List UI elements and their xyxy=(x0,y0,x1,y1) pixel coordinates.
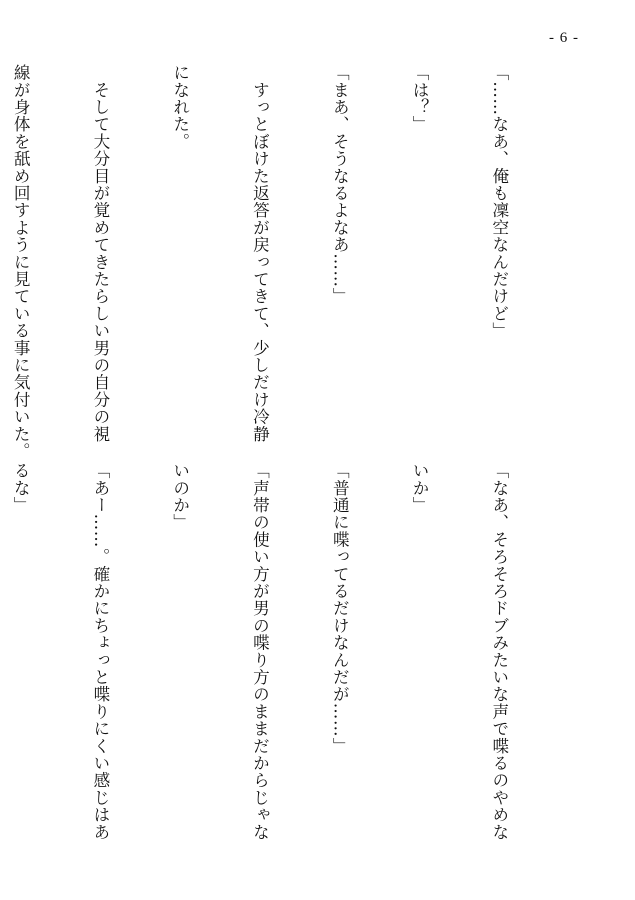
text-line: 「は？」 xyxy=(410,64,430,133)
bottom-text-block xyxy=(0,462,565,841)
text-line: 「……なあ、俺も凜空なんだけど」 xyxy=(489,64,509,340)
text-line: そして大分目が覚めてきたらしい男の自分の視 xyxy=(90,64,110,443)
text-line: 「まあ、そうなるよなあ……」 xyxy=(330,64,350,305)
text-line: 「あー……。確かにちょっと喋りにくい感じはあ xyxy=(90,462,110,841)
text-line: るな」 xyxy=(11,462,31,514)
text-line: いのか」 xyxy=(170,462,190,531)
text-line: 「普通に喋ってるだけなんだが……」 xyxy=(330,462,350,755)
text-line: 線が身体を舐め回すように見ている事に気付いた。 xyxy=(11,64,31,460)
text-line: すっとぼけた返答が戻ってきて、少しだけ冷静 xyxy=(250,64,270,443)
text-line: 「なあ、そろそろドブみたいな声で喋るのやめな xyxy=(489,462,509,841)
page-number: - 6 - xyxy=(549,30,579,46)
text-line: 「声帯の使い方が男の喋り方のままだからじゃな xyxy=(250,462,270,841)
text-line: いか」 xyxy=(410,462,430,514)
top-text-block xyxy=(0,64,565,460)
text-line: になれた。 xyxy=(170,64,190,150)
